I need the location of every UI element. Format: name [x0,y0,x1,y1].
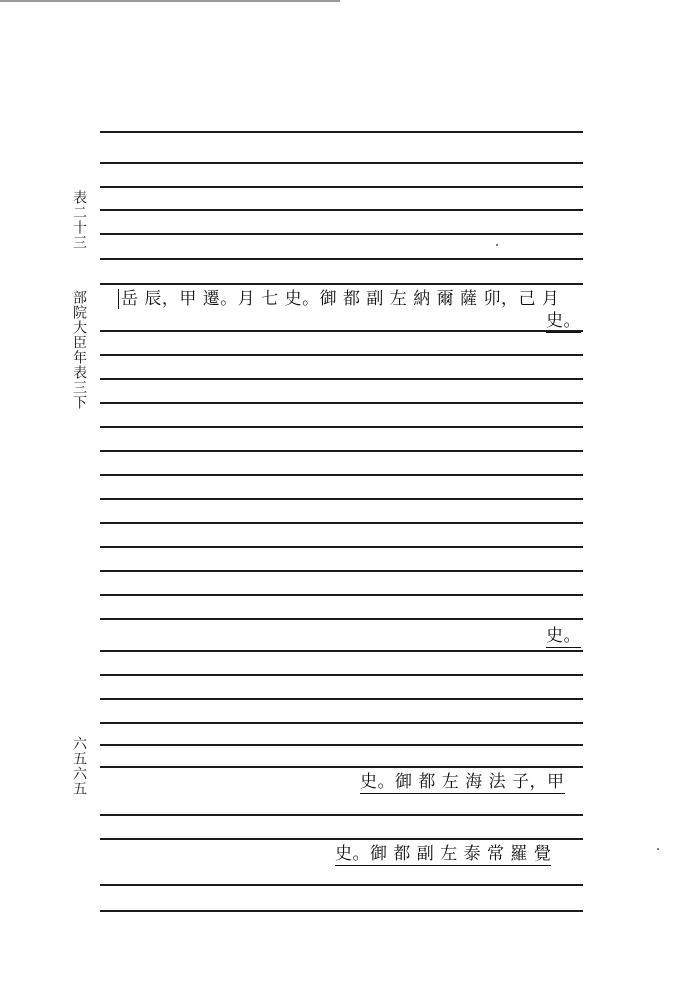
entry-row-1-tail-text: 史。 [546,311,581,331]
ruled-line [100,258,583,260]
ruled-line [100,766,583,768]
ruled-line [100,498,583,500]
ruled-line [100,522,583,524]
ruled-line [100,570,583,572]
ruled-line [100,330,583,332]
ruled-line [100,722,583,724]
entry-row-4 [335,844,551,864]
ruled-line [100,594,583,596]
ruled-line [100,884,583,886]
entry-row-1-tail [546,311,581,331]
entry-row-3-text: 史。御 都 左 海 法 子，甲 [360,772,565,792]
ruled-line [100,674,583,676]
ruled-line [100,354,583,356]
ruled-line [100,402,583,404]
ruled-line [100,618,583,620]
scan-speck [496,244,498,246]
ruled-line [100,744,583,746]
entry-row-2-text: 史。 [546,626,581,646]
table-title: 部院大臣年表三下 [71,290,87,410]
ruled-line [100,910,583,912]
entry-row-1-text: 岳 辰，甲 遷。月 七 史。御 都 副 左 納 爾 薩 卯，己 月 [118,289,559,309]
ruled-line [100,378,583,380]
ruled-line [100,426,583,428]
ruled-line [100,283,583,285]
ruled-line [100,546,583,548]
ruled-line [100,209,583,211]
ruled-line [100,233,583,235]
page-number: 六五六五 [71,736,87,796]
entry-row-1 [118,289,559,309]
entry-row-3 [360,772,565,792]
ruled-line [100,186,583,188]
top-edge-rule [0,0,340,2]
entry-row-4-text: 史。御 都 副 左 泰 常 羅 覺 [335,844,552,864]
ruled-line [100,650,583,652]
ruled-line [100,450,583,452]
scan-speck [657,848,659,850]
ruled-line [100,131,583,133]
ruled-line [100,474,583,476]
ruled-line [100,838,583,840]
section-label: 表二十三 [71,190,87,250]
entry-row-2 [546,626,581,646]
ruled-line [100,814,583,816]
ruled-line [100,162,583,164]
ruled-line [100,698,583,700]
